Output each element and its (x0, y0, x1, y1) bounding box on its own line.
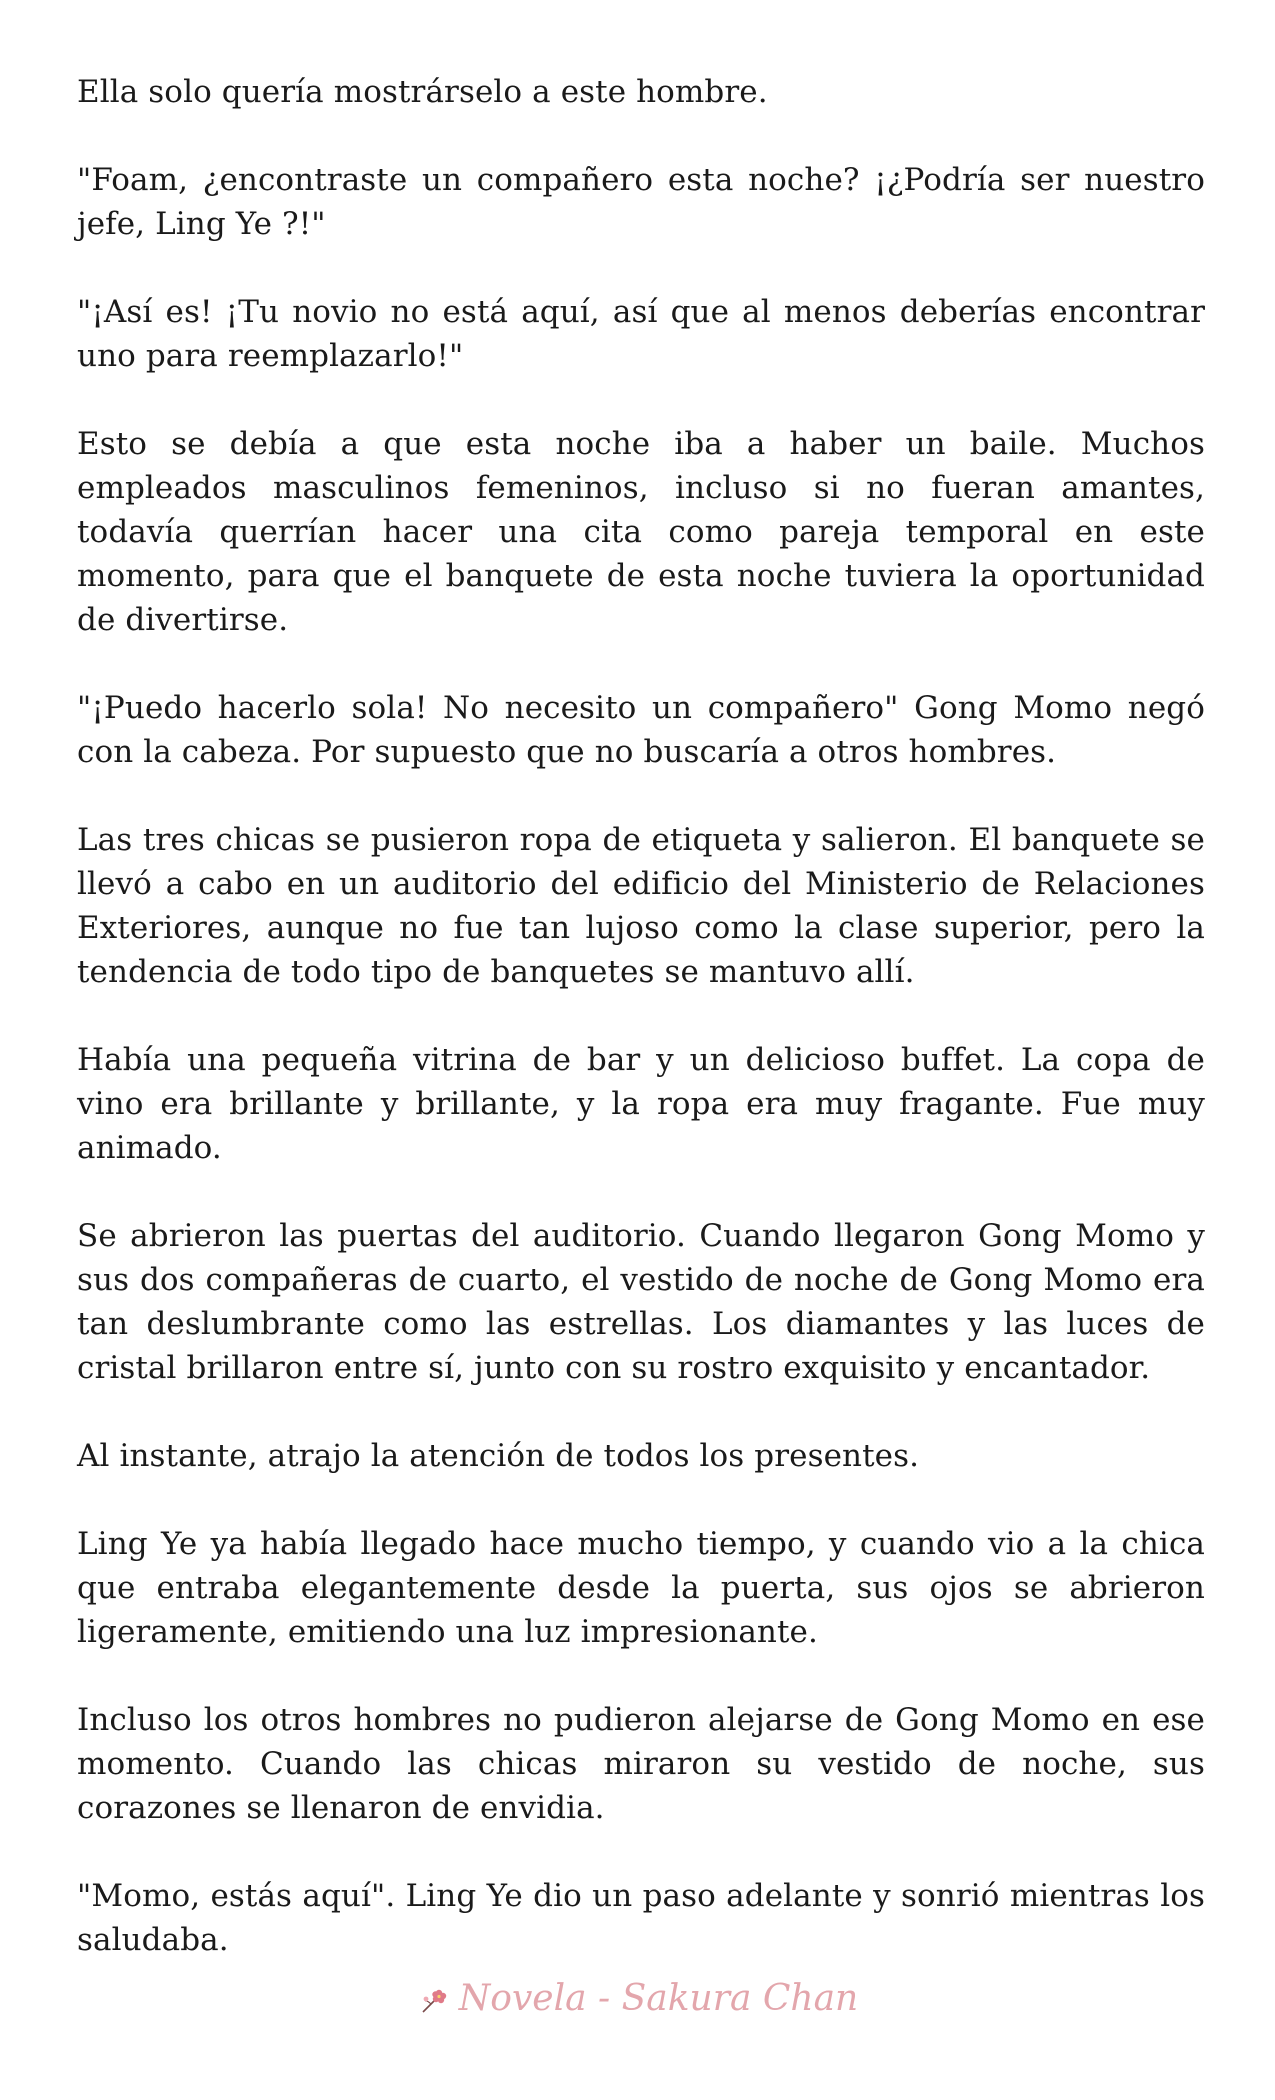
watermark-footer (0, 1978, 1275, 2019)
paragraph-2: "Foam, ¿encontraste un compañero esta noche? ¡¿Podría ser nuestro jefe, Ling Ye ?!" (77, 162, 1205, 242)
sakura-blossom-icon (417, 1984, 451, 2018)
document-body (77, 70, 1205, 1962)
paragraph-7: Había una pequeña vitrina de bar y un delicioso buffet. La copa de vino era brillante y brillante, y la ropa era muy fragante. Fue muy animado. (77, 1042, 1205, 1166)
paragraph-3: "¡Así es! ¡Tu novio no está aquí, así que al menos deberías encontrar uno para reemplazarlo!" (77, 294, 1205, 374)
paragraph-10: Ling Ye ya había llegado hace mucho tiempo, y cuando vio a la chica que entraba elegantemente desde la puerta, sus ojos se abrieron ligeramente, emitiendo una luz impresionante. (77, 1526, 1205, 1650)
paragraph-12: "Momo, estás aquí". Ling Ye dio un paso adelante y sonrió mientras los saludaba. (77, 1878, 1205, 1958)
paragraph-6: Las tres chicas se pusieron ropa de etiqueta y salieron. El banquete se llevó a cabo en un auditorio del edificio del Ministerio de Relaciones Exteriores, aunque no fue tan lujoso como la clase superior, pero la tendencia de todo tipo de banquetes se mantuvo allí. (77, 822, 1205, 990)
paragraph-11: Incluso los otros hombres no pudieron alejarse de Gong Momo en ese momento. Cuando las chicas miraron su vestido de noche, sus corazones se llenaron de envidia. (77, 1702, 1205, 1826)
paragraph-1: Ella solo quería mostrárselo a este hombre. (77, 74, 768, 110)
paragraph-5: "¡Puedo hacerlo sola! No necesito un compañero" Gong Momo negó con la cabeza. Por supuesto que no buscaría a otros hombres. (77, 690, 1205, 770)
paragraph-8: Se abrieron las puertas del auditorio. Cuando llegaron Gong Momo y sus dos compañeras de cuarto, el vestido de noche de Gong Momo era tan deslumbrante como las estrellas. Los diamantes y las luces de cristal brillaron entre sí, junto con su rostro exquisito y encantador. (77, 1218, 1205, 1386)
paragraph-9: Al instante, atrajo la atención de todos los presentes. (77, 1438, 920, 1474)
paragraph-4: Esto se debía a que esta noche iba a haber un baile. Muchos empleados masculinos femeninos, incluso si no fueran amantes, todavía querrían hacer una cita como pareja temporal en este momento, para que el banquete de esta noche tuviera la oportunidad de divertirse. (77, 426, 1205, 638)
watermark-text: Novela - Sakura Chan (458, 1978, 859, 2019)
